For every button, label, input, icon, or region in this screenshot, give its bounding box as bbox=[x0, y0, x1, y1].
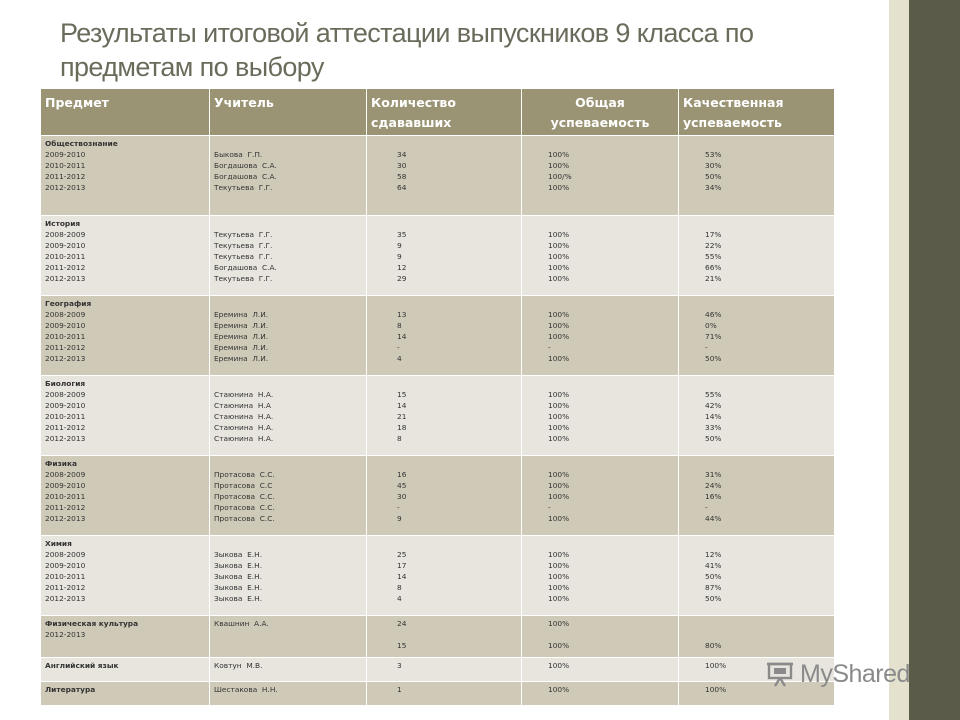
cell-quality: 31% 24% 16% - 44% bbox=[679, 456, 835, 536]
subject-years: 2012-2013 bbox=[45, 630, 86, 639]
subject-years: 2008-2009 2009-2010 2010-2011 2011-2012 2012-2013 bbox=[45, 550, 86, 603]
side-stripe-dark bbox=[909, 0, 960, 720]
subject-name: Физическая культура bbox=[45, 619, 139, 628]
watermark bbox=[766, 658, 926, 690]
cell-overall: 100% bbox=[522, 658, 679, 682]
cell-quality: 80% bbox=[679, 616, 835, 658]
cell-count: 16 45 30 - 9 bbox=[367, 456, 522, 536]
cell-count: 34 30 58 64 bbox=[367, 136, 522, 216]
side-stripe-light bbox=[889, 0, 909, 720]
table-row bbox=[41, 658, 835, 682]
cell-teacher: Протасова С.С. Протасова С.С Протасова С.С. Протасова С.С. Протасова С.С. bbox=[210, 456, 367, 536]
cell-quality: 46% 0% 71% - 50% bbox=[679, 296, 835, 376]
cell-subject bbox=[41, 536, 210, 616]
subject-name: Литература bbox=[45, 685, 96, 694]
cell-subject bbox=[41, 216, 210, 296]
cell-subject bbox=[41, 136, 210, 216]
table-row bbox=[41, 136, 835, 216]
subject-name: История bbox=[45, 219, 81, 228]
cell-teacher: Шестакова Н.Н. bbox=[210, 682, 367, 706]
cell-count: 1 bbox=[367, 682, 522, 706]
cell-overall: 100% 100% 100% 100% 100% bbox=[522, 376, 679, 456]
cell-subject bbox=[41, 376, 210, 456]
cell-teacher: Ковтун М.В. bbox=[210, 658, 367, 682]
table-row bbox=[41, 296, 835, 376]
cell-subject bbox=[41, 658, 210, 682]
subject-name: Химия bbox=[45, 539, 72, 548]
subject-name: География bbox=[45, 299, 92, 308]
subject-name: Физика bbox=[45, 459, 77, 468]
watermark-text: MyShared bbox=[800, 659, 910, 688]
cell-quality: 55% 42% 14% 33% 50% bbox=[679, 376, 835, 456]
cell-teacher: Квашнин А.А. bbox=[210, 616, 367, 658]
cell-quality: 100% bbox=[679, 682, 835, 706]
cell-count: 3 bbox=[367, 658, 522, 682]
cell-count: 24 15 bbox=[367, 616, 522, 658]
page-title: Результаты итоговой аттестации выпускников 9 класса по предметам по выбору bbox=[60, 18, 754, 82]
cell-quality: 17% 22% 55% 66% 21% bbox=[679, 216, 835, 296]
header-overall: Общая успеваемость bbox=[522, 89, 679, 136]
cell-count: 15 14 21 18 8 bbox=[367, 376, 522, 456]
table-row bbox=[41, 376, 835, 456]
table-row bbox=[41, 456, 835, 536]
cell-subject bbox=[41, 616, 210, 658]
cell-count: 25 17 14 8 4 bbox=[367, 536, 522, 616]
cell-teacher: Зыкова Е.Н. Зыкова Е.Н. Зыкова Е.Н. Зыкова Е.Н. Зыкова Е.Н. bbox=[210, 536, 367, 616]
header-teacher: Учитель bbox=[210, 89, 367, 136]
cell-count: 13 8 14 - 4 bbox=[367, 296, 522, 376]
table-row bbox=[41, 536, 835, 616]
cell-teacher: Стаюнина Н.А. Стаюнина Н.А Стаюнина Н.А. Стаюнина Н.А. Стаюнина Н.А. bbox=[210, 376, 367, 456]
table-header-row bbox=[41, 89, 835, 136]
subject-years: 2008-2009 2009-2010 2010-2011 2011-2012 2012-2013 bbox=[45, 230, 86, 283]
cell-quality: 53% 30% 50% 34% bbox=[679, 136, 835, 216]
cell-teacher: Еремина Л.И. Еремина Л.И. Еремина Л.И. Еремина Л.И. Еремина Л.И. bbox=[210, 296, 367, 376]
cell-count: 35 9 9 12 29 bbox=[367, 216, 522, 296]
header-count: Количество сдававших bbox=[367, 89, 522, 136]
cell-teacher: Быкова Г.П. Богдашова С.А. Богдашова С.А. Текутьева Г.Г. bbox=[210, 136, 367, 216]
cell-quality: 100% bbox=[679, 658, 835, 682]
cell-teacher: Текутьева Г.Г. Текутьева Г.Г. Текутьева Г.Г. Богдашова С.А. Текутьева Г.Г. bbox=[210, 216, 367, 296]
results-table bbox=[40, 88, 835, 706]
cell-overall: 100% 100% 100% 100% 100% bbox=[522, 536, 679, 616]
cell-subject bbox=[41, 296, 210, 376]
table-row bbox=[41, 682, 835, 706]
cell-quality: 12% 41% 50% 87% 50% bbox=[679, 536, 835, 616]
cell-subject bbox=[41, 682, 210, 706]
table-row bbox=[41, 616, 835, 658]
cell-overall: 100% 100% 100/% 100% bbox=[522, 136, 679, 216]
results-table-container bbox=[40, 88, 834, 706]
cell-subject bbox=[41, 456, 210, 536]
subject-years: 2008-2009 2009-2010 2010-2011 2011-2012 2012-2013 bbox=[45, 470, 86, 523]
header-subject: Предмет bbox=[41, 89, 210, 136]
cell-overall: 100% 100% 100% 100% 100% bbox=[522, 216, 679, 296]
subject-years: 2009-2010 2010-2011 2011-2012 2012-2013 bbox=[45, 150, 86, 192]
cell-overall: 100% 100% 100% - 100% bbox=[522, 456, 679, 536]
header-quality: Качественная успеваемость bbox=[679, 89, 835, 136]
subject-years: 2008-2009 2009-2010 2010-2011 2011-2012 2012-2013 bbox=[45, 390, 86, 443]
cell-overall: 100% 100% bbox=[522, 616, 679, 658]
subject-years: 2008-2009 2009-2010 2010-2011 2011-2012 2012-2013 bbox=[45, 310, 86, 363]
presentation-board-icon bbox=[766, 661, 796, 687]
subject-name: Обществознание bbox=[45, 139, 118, 148]
cell-overall: 100% 100% 100% - 100% bbox=[522, 296, 679, 376]
subject-name: Биология bbox=[45, 379, 86, 388]
table-row bbox=[41, 216, 835, 296]
subject-name: Английский язык bbox=[45, 661, 119, 670]
cell-overall: 100% bbox=[522, 682, 679, 706]
